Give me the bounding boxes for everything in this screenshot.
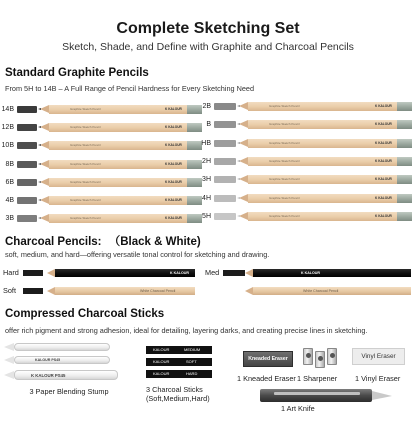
stick-brand: KALOUR [153,371,170,376]
graphite-pencil [40,178,202,187]
graphite-pencil-left [0,177,200,188]
graphite-pencil [239,120,412,129]
charcoal-swatch [23,288,43,294]
graphite-pencil [40,160,202,169]
pencil-swatch [214,195,236,202]
pencil-grade-label: 2H [202,157,211,165]
pencil-lead [38,163,41,165]
pencil-grade-label: 2B [202,103,211,110]
graphite-pencil [239,139,412,148]
pencil-tip [239,212,248,220]
sharpener [327,348,337,365]
stick-grade: MEDIUM [184,347,201,352]
vinyl-eraser: Vinyl Eraser [352,348,405,365]
charcoal-heading-note: （Black & White) [108,236,201,248]
vinyl-eraser-label: 1 Vinyl Eraser [355,374,401,383]
stump-label: 3 Paper Blending Stump [29,387,109,396]
charcoal-swatch [23,270,43,276]
charcoal-pencil-body [253,269,411,277]
graphite-pencil-left [0,159,200,170]
graphite-pencil-right [197,174,413,185]
pencil-grade-label: 12B [1,124,14,132]
charcoal-stick-soft [146,358,212,366]
pencil-swatch [214,103,236,110]
pencil-brand: K KALOUR [375,195,392,200]
stump-text: K KALOUR PS45 [31,373,66,378]
pencil-swatch [17,124,37,131]
charcoal-pencil-tip [47,269,55,277]
pencil-text: Graphite Sketch Pencil [269,140,300,145]
pencil-tip [239,175,248,183]
pencil-text: Graphite Sketch Pencil [70,179,101,184]
charcoal-grade-label: Med [205,268,220,277]
pencil-lead [237,105,240,107]
pencil-lead [38,199,41,201]
pencil-swatch [214,121,236,128]
pencil-text: Graphite Sketch Pencil [70,125,101,130]
stick-brand: KALOUR [153,347,170,352]
pencil-swatch [17,106,37,113]
graphite-description: From 5H to 14B – A Full Range of Pencil Hardness for Every Sketching Need [5,84,255,93]
pencil-cap [397,175,412,184]
charcoal-pencil-tip [47,287,55,295]
stick-grade: SOFT [186,359,197,364]
sticks-label-line2: (Soft,Medium,Hard) [146,394,210,403]
knife-blade [372,391,392,400]
pencil-tip [40,160,49,168]
graphite-pencil-left [0,122,200,133]
pencil-swatch [17,215,37,222]
graphite-pencil [239,102,412,111]
sharpener [315,351,325,368]
pencil-grade-label: 6B [5,178,14,186]
pencil-text: Graphite Sketch Pencil [269,122,300,127]
compressed-description: offer rich pigment and strong adhesion, ideal for detailing, layering darks, and creating precise lines in sketching. [5,326,368,335]
pencil-brand: K KALOUR [165,107,182,111]
graphite-pencil-left [0,104,200,115]
pencil-lead [237,215,240,217]
pencil-tip [40,105,49,113]
pencil-text: Graphite Sketch Pencil [70,161,101,166]
pencil-tip [239,102,248,110]
charcoal-pencil-text: White Charcoal Pencil [140,289,176,293]
graphite-pencil [239,175,412,184]
pencil-grade-label: 4H [202,194,211,202]
graphite-pencil-left [0,213,200,224]
pencil-text: Graphite Sketch Pencil [269,104,300,108]
pencil-lead [38,126,41,128]
graphite-pencil [40,141,202,150]
pencil-grade-label: 3H [202,176,211,184]
pencil-swatch [17,179,37,186]
knife-handle [260,389,372,402]
graphite-heading: Standard Graphite Pencils [5,67,149,79]
graphite-pencil-right [197,156,413,167]
charcoal-description: soft, medium, and hard—offering versatile tonal control for sketching and drawing. [5,250,270,259]
blending-stump [14,343,110,351]
knife-clip [274,392,360,395]
charcoal-pencil-white [205,285,416,297]
pencil-text: Graphite Sketch Pencil [70,107,101,111]
charcoal-pencil-text: White Charcoal Pencil [303,289,339,293]
pencil-tip [40,196,49,204]
charcoal-grade-label: Soft [3,286,16,295]
pencil-grade-label: HB [201,139,211,147]
pencil-tip [239,194,248,202]
charcoal-grade-label: Hard [3,268,19,277]
art-knife [260,389,392,402]
pencil-text: Graphite Sketch Pencil [70,143,101,148]
stump-tip [4,371,14,379]
graphite-pencil-right [197,119,413,130]
sticks-label [146,385,236,403]
graphite-pencil-right [197,138,413,149]
pencil-tip [40,123,49,131]
charcoal-heading-label: Charcoal Pencils: [5,236,102,248]
pencil-brand: K KALOUR [375,158,392,163]
pencil-swatch [214,213,236,220]
stick-grade: HARD [186,371,198,376]
graphite-pencil [40,214,202,223]
charcoal-pencil-hard [0,267,208,279]
pencil-lead [237,123,240,125]
pencil-grade-label: 10B [1,142,14,150]
sharpener-label: 1 Sharpener [297,374,338,383]
charcoal-brand: K KALOUR [301,271,320,275]
pencil-lead [38,108,41,110]
charcoal-heading [5,233,201,249]
pencil-grade-label: 14B [1,106,14,113]
charcoal-pencil-medium [205,267,416,279]
graphite-pencil-left [0,195,200,206]
pencil-cap [397,120,412,129]
charcoal-stick-hard [146,370,212,378]
graphite-pencil [239,157,412,166]
pencil-lead [237,142,240,144]
charcoal-pencil-soft [0,285,208,297]
charcoal-pencil-tip [245,287,253,295]
pencil-brand: K KALOUR [165,161,182,166]
pencil-text: Graphite Sketch Pencil [70,216,101,221]
pencil-tip [40,178,49,186]
pencil-cap [397,102,412,111]
art-knife-label: 1 Art Knife [281,404,315,413]
graphite-pencil [239,194,412,203]
graphite-pencil-right [197,193,413,204]
pencil-brand: K KALOUR [375,177,392,182]
charcoal-stick-medium [146,346,212,354]
pencil-text: Graphite Sketch Pencil [269,177,300,182]
pencil-text: Graphite Sketch Pencil [70,198,101,202]
pencil-tip [40,141,49,149]
pencil-cap [397,157,412,166]
pencil-tip [239,139,248,147]
pencil-lead [237,160,240,162]
charcoal-swatch [223,270,245,276]
pencil-lead [237,178,240,180]
pencil-brand: K KALOUR [375,122,392,127]
pencil-grade-label: 5H [202,212,211,220]
sticks-label-line1: 3 Charcoal Sticks [146,385,203,394]
pencil-swatch [214,140,236,147]
pencil-tip [40,214,49,222]
pencil-tip [239,157,248,165]
pencil-lead [38,144,41,146]
pencil-grade-label: 8B [5,160,14,168]
blending-stump [14,370,118,380]
pencil-brand: K KALOUR [375,140,392,145]
blending-stump [14,356,110,364]
graphite-pencil-right [197,101,413,112]
graphite-pencil [40,105,202,114]
page-title: Complete Sketching Set [116,20,300,37]
charcoal-brand: K KALOUR [170,271,189,275]
charcoal-pencil-tip [245,269,253,277]
pencil-swatch [214,176,236,183]
graphite-pencil-right [197,211,413,222]
pencil-lead [38,181,41,183]
pencil-brand: K KALOUR [375,104,392,108]
pencil-brand: K KALOUR [165,198,182,202]
graphite-pencil-left [0,140,200,151]
pencil-text: Graphite Sketch Pencil [269,158,300,163]
stump-tip [4,356,14,364]
page-subtitle: Sketch, Shade, and Define with Graphite and Charcoal Pencils [62,41,354,53]
pencil-brand: K KALOUR [165,179,182,184]
pencil-swatch [17,161,37,168]
kneaded-eraser-label: 1 Kneaded Eraser [237,374,296,383]
stick-brand: KALOUR [153,359,170,364]
pencil-swatch [214,158,236,165]
pencil-text: Graphite Sketch Pencil [269,195,300,200]
pencil-brand: K KALOUR [375,213,392,218]
pencil-tip [239,120,248,128]
pencil-grade-label: 4B [5,197,14,204]
pencil-brand: K KALOUR [165,125,182,130]
pencil-text: Graphite Sketch Pencil [269,213,300,218]
pencil-cap [397,139,412,148]
stump-text: KALOUR PS45 [35,358,61,362]
pencil-swatch [17,197,37,204]
pencil-swatch [17,142,37,149]
pencil-brand: K KALOUR [165,216,182,221]
kneaded-eraser: Kneaded Eraser [243,351,293,367]
pencil-cap [397,194,412,203]
pencil-grade-label: B [206,121,211,129]
pencil-cap [397,212,412,221]
graphite-pencil [40,123,202,132]
compressed-heading: Compressed Charcoal Sticks [5,308,165,320]
pencil-lead [38,217,41,219]
graphite-pencil [239,212,412,221]
graphite-pencil [40,196,202,205]
pencil-grade-label: 3B [5,215,14,223]
pencil-brand: K KALOUR [165,143,182,148]
pencil-lead [237,197,240,199]
stump-tip [4,343,14,351]
sharpener [303,348,313,365]
